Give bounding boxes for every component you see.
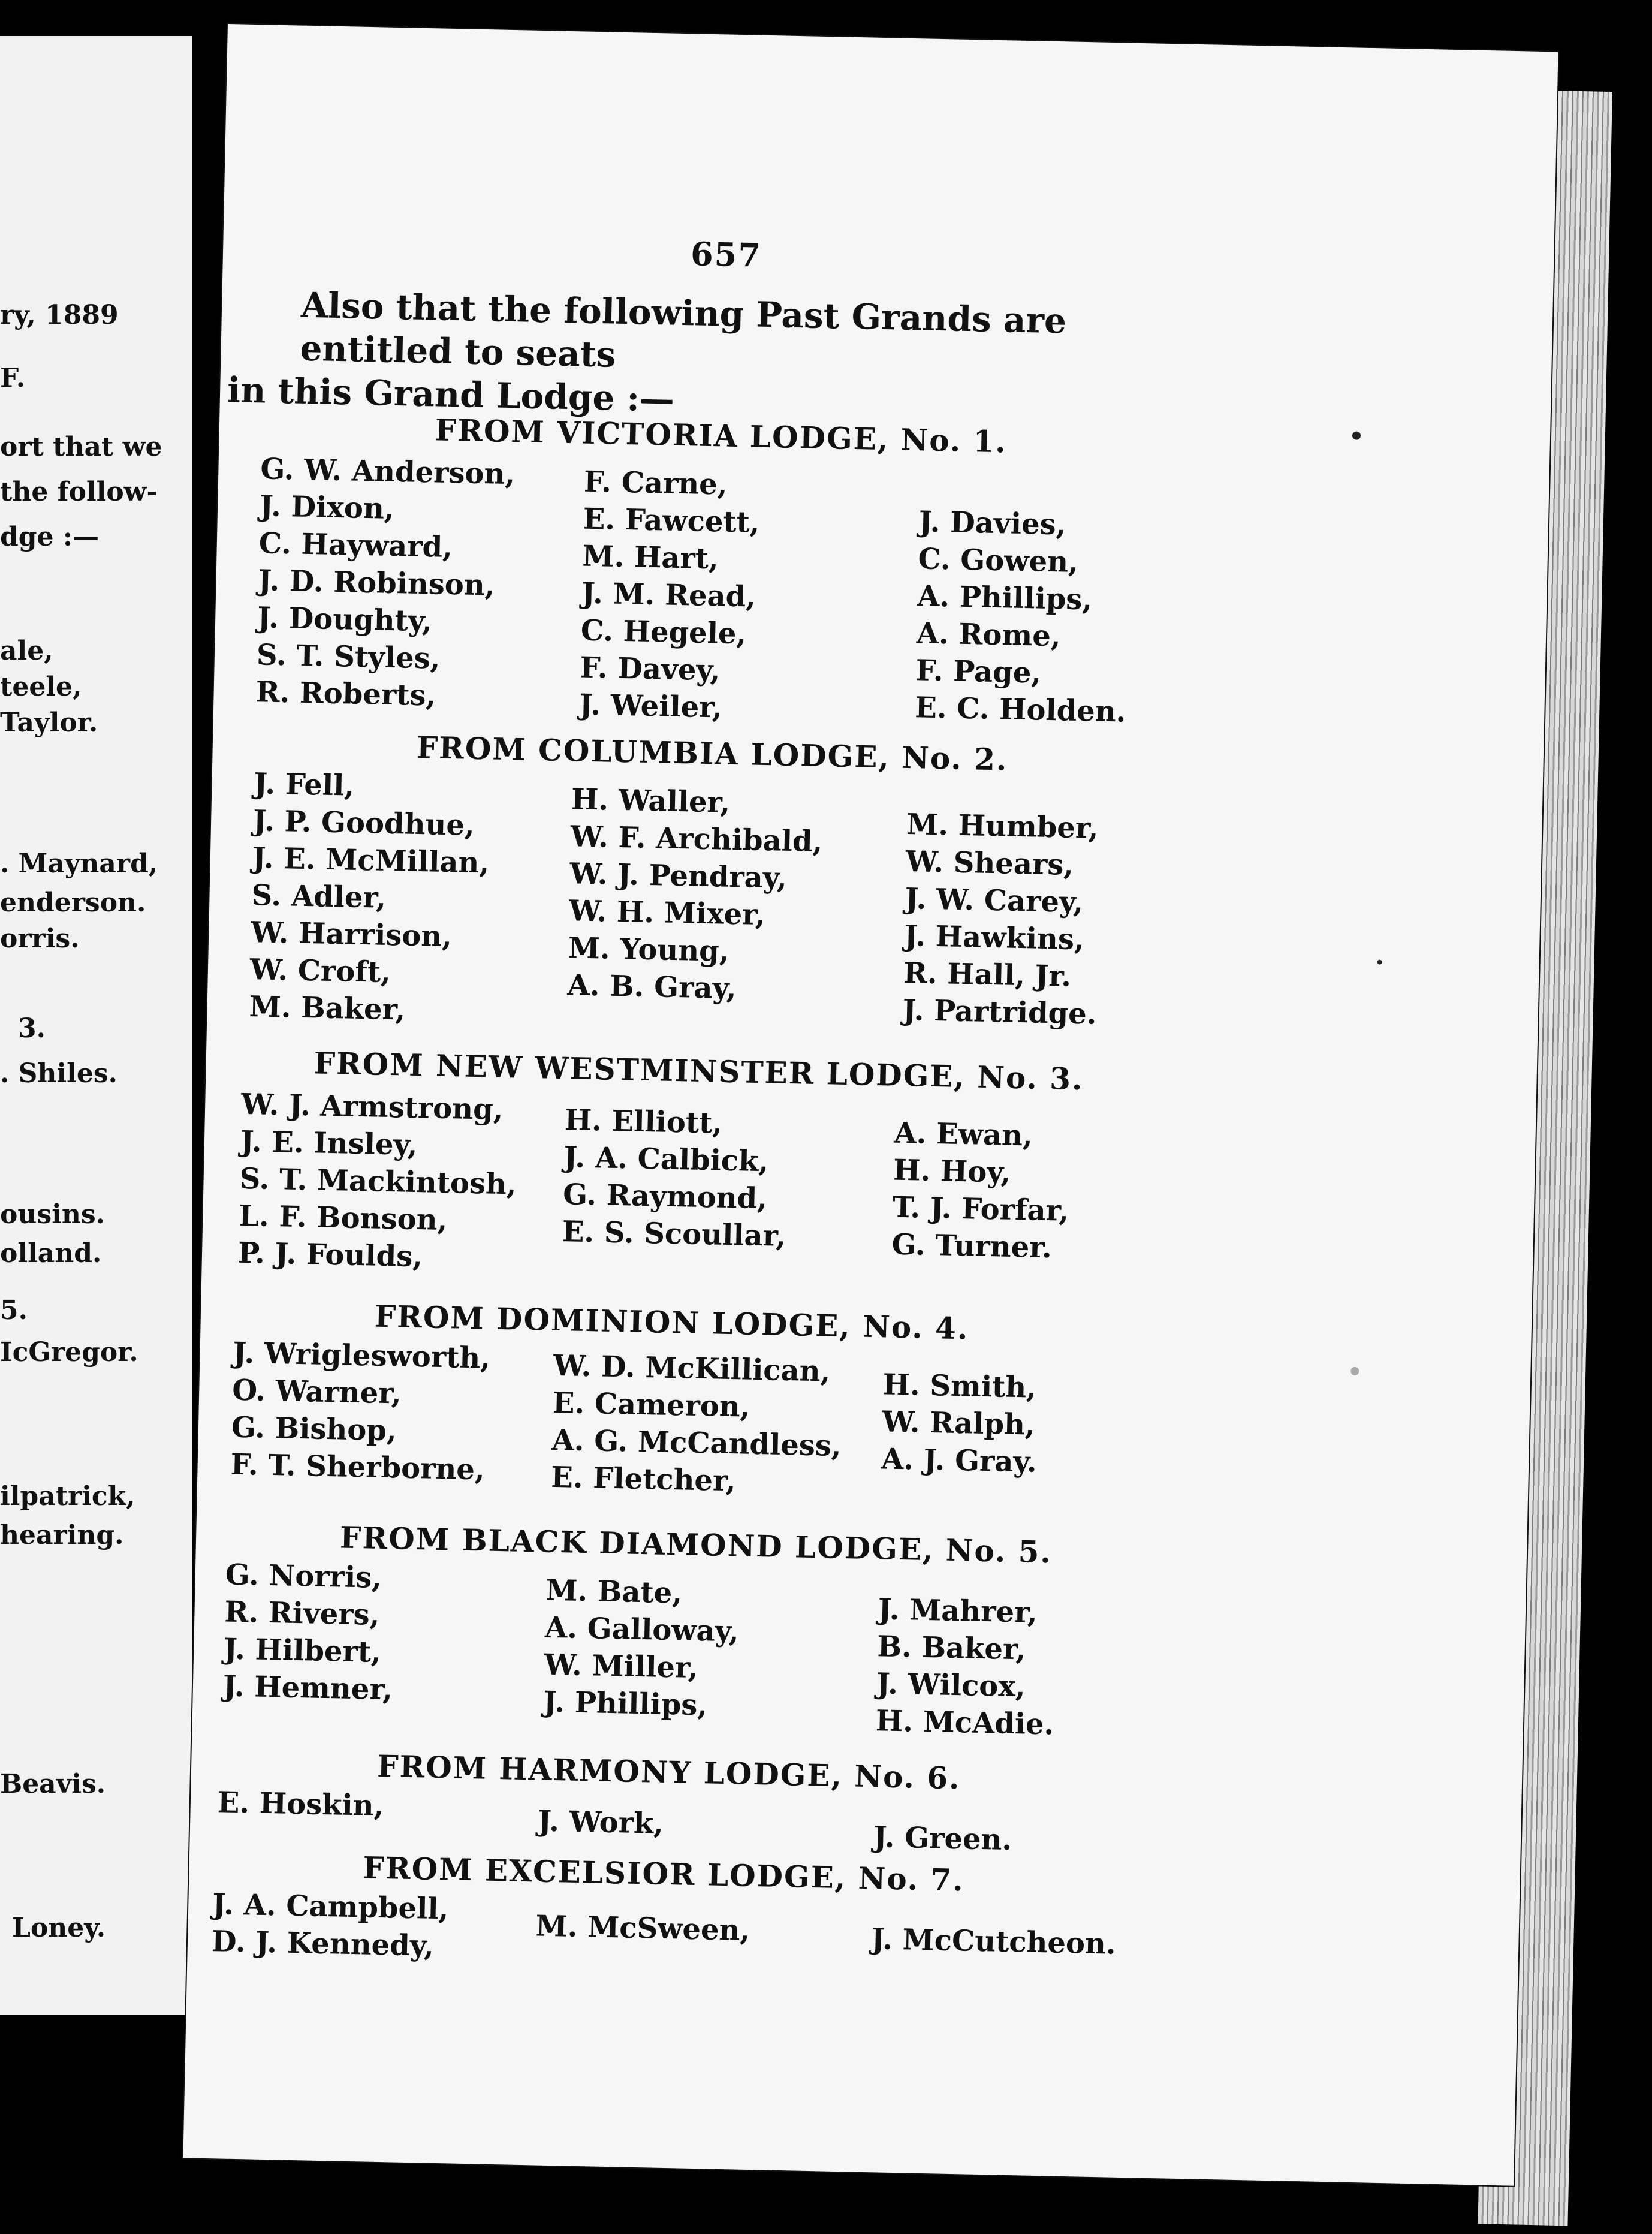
member-name: E. Hoskin,: [217, 1786, 384, 1823]
member-name: H. Elliott,: [564, 1103, 723, 1140]
member-name: E. Cameron,: [552, 1386, 751, 1424]
names-column: [255, 450, 516, 716]
member-name: H. McAdie.: [875, 1704, 1054, 1742]
lodge-heading: FROM VICTORIA LODGE, No. 1.: [435, 412, 1008, 460]
member-name: J. E. Insley,: [240, 1124, 418, 1163]
lodge-heading: FROM NEW WESTMINSTER LODGE, No. 3.: [313, 1045, 1084, 1097]
member-name: G. Turner.: [891, 1227, 1053, 1265]
member-name: G. Norris,: [225, 1558, 382, 1595]
member-name: J. Partridge.: [902, 993, 1097, 1031]
member-name: H. Waller,: [571, 782, 731, 820]
member-name: A. J. Gray.: [881, 1442, 1038, 1479]
names-column: [543, 1572, 740, 1725]
member-name: J. M. Read,: [581, 576, 756, 614]
member-name: S. Adler,: [251, 878, 387, 915]
member-name: W. H. Mixer,: [568, 894, 766, 932]
left-fragment: ousins.: [0, 1199, 105, 1230]
left-fragment: hearing.: [0, 1520, 124, 1550]
member-name: F. Davey,: [580, 651, 721, 688]
member-name: W. J. Armstrong,: [240, 1087, 504, 1127]
member-name: J. Wriglesworth,: [232, 1336, 491, 1375]
member-name: J. Green.: [873, 1820, 1012, 1857]
left-fragment: ort that we: [0, 432, 162, 462]
left-fragment: 3.: [18, 1013, 46, 1044]
names-column: [230, 1335, 491, 1489]
left-fragment: enderson.: [0, 887, 146, 918]
member-name: A. Galloway,: [544, 1610, 740, 1649]
member-name: M. Humber,: [906, 808, 1099, 845]
names-column: [881, 1366, 1038, 1480]
member-name: W. J. Pendray,: [569, 857, 788, 895]
intro-line: in this Grand Lodge :—: [227, 369, 675, 420]
member-name: S. T. Styles,: [256, 638, 441, 676]
names-column: [551, 1347, 843, 1502]
member-name: A. G. McCandless,: [551, 1423, 842, 1463]
left-fragment: Taylor.: [0, 707, 98, 738]
names-column: [562, 1101, 788, 1255]
names-column: [249, 765, 491, 1030]
lodge-section: [206, 1043, 1285, 1274]
member-name: H. Smith,: [882, 1368, 1037, 1405]
left-fragment: IcGregor.: [0, 1337, 138, 1368]
lodge-heading: FROM BLACK DIAMOND LODGE, No. 5.: [339, 1519, 1053, 1570]
left-fragment: the follow-: [0, 477, 158, 507]
left-fragment: 5.: [0, 1295, 28, 1326]
member-name: M. Hart,: [581, 539, 719, 576]
member-name: J. E. McMillan,: [252, 841, 490, 880]
left-fragment: olland.: [0, 1238, 102, 1269]
member-name: B. Baker,: [876, 1630, 1027, 1667]
intro-line: Also that the following Past Grands are entitled to seats: [299, 284, 1067, 375]
member-name: J. Mahrer,: [878, 1592, 1038, 1630]
intro-paragraph: [227, 282, 1188, 431]
left-fragment: . Maynard,: [0, 848, 158, 879]
member-name: A. Ewan,: [893, 1116, 1033, 1153]
member-name: W. Harrison,: [250, 916, 453, 954]
left-fragment: Loney.: [12, 1913, 106, 1943]
member-name: T. J. Forfar,: [892, 1190, 1069, 1228]
member-name: C. Hegele,: [580, 613, 747, 651]
member-name: L. F. Bonson,: [238, 1199, 448, 1238]
member-name: J. W. Carey,: [905, 881, 1084, 920]
member-name: G. W. Anderson,: [260, 452, 516, 492]
member-name: W. Croft,: [249, 953, 391, 990]
lodge-heading: FROM DOMINION LODGE, No. 4.: [374, 1298, 969, 1347]
left-fragment: ilpatrick,: [0, 1481, 135, 1512]
member-name: G. Bishop,: [231, 1410, 397, 1448]
left-fragment: teele,: [0, 672, 82, 702]
names-column: [237, 1086, 518, 1278]
member-name: P. J. Foulds,: [237, 1236, 423, 1274]
member-name: J. P. Goodhue,: [252, 804, 475, 842]
member-name: J. Wilcox,: [876, 1667, 1026, 1704]
member-name: J. Doughty,: [257, 601, 433, 639]
member-name: M. Baker,: [249, 990, 406, 1027]
member-name: M. Bate,: [545, 1573, 683, 1610]
left-fragment: . Shiles.: [0, 1058, 117, 1089]
names-column: [915, 503, 1131, 730]
member-name: R. Hall, Jr.: [903, 956, 1072, 993]
member-name: J. Dixon,: [259, 489, 395, 526]
page-number: 657: [690, 234, 762, 275]
previous-page-fragment: [0, 36, 195, 2015]
lodge-heading: FROM COLUMBIA LODGE, No. 2.: [416, 729, 1009, 778]
names-column: [217, 1784, 384, 1824]
names-column: [535, 1907, 750, 1949]
member-name: F. Carne,: [583, 465, 728, 502]
member-name: D. J. Kennedy,: [211, 1925, 435, 1963]
ink-speck: [1352, 431, 1361, 439]
member-name: A. Phillips,: [917, 579, 1093, 617]
member-name: S. T. Mackintosh,: [239, 1161, 517, 1202]
member-name: W. F. Archibald,: [570, 820, 823, 859]
member-name: W. Miller,: [544, 1648, 699, 1685]
lodge-section: [213, 725, 1292, 1031]
lodge-heading: FROM HARMONY LODGE, No. 6.: [376, 1748, 961, 1796]
member-name: H. Hoy,: [893, 1153, 1011, 1190]
member-name: O. Warner,: [231, 1373, 402, 1411]
left-fragment: Beavis.: [0, 1769, 106, 1799]
names-column: [567, 781, 824, 1009]
member-name: J. A. Campbell,: [212, 1887, 449, 1926]
member-name: J. Work,: [537, 1804, 664, 1841]
lodge-section: [197, 1516, 1276, 1742]
book-page: [183, 24, 1558, 2186]
names-column: [891, 1115, 1071, 1267]
names-column: [902, 806, 1101, 1033]
member-name: C. Hayward,: [258, 526, 453, 565]
lodge-section: [201, 1295, 1280, 1498]
member-name: M. Young,: [568, 931, 730, 968]
left-fragment: F.: [0, 363, 26, 393]
member-name: J. A. Calbick,: [563, 1140, 769, 1179]
member-name: F. T. Sherborne,: [230, 1447, 486, 1487]
names-column: [579, 463, 761, 727]
member-name: J. McCutcheon.: [870, 1922, 1117, 1961]
left-fragment: ale,: [0, 636, 53, 666]
member-name: C. Gowen,: [917, 542, 1079, 579]
member-name: E. S. Scoullar,: [562, 1215, 786, 1253]
member-name: R. Rivers,: [224, 1595, 380, 1632]
member-name: A. B. Gray,: [566, 968, 737, 1006]
member-name: E. Fletcher,: [550, 1460, 737, 1498]
ink-speck: [1350, 1367, 1359, 1375]
names-column: [538, 1802, 664, 1842]
member-name: E. C. Holden.: [914, 691, 1126, 729]
names-column: [873, 1818, 1012, 1859]
left-fragment: dge :—: [0, 522, 100, 552]
lodge-section: [192, 1744, 1271, 1857]
member-name: J. Weiler,: [578, 688, 723, 725]
member-name: J. Hemner,: [222, 1669, 393, 1707]
member-name: M. McSween,: [535, 1909, 750, 1947]
member-name: J. Hawkins,: [903, 919, 1085, 957]
names-column: [222, 1556, 395, 1708]
member-name: W. D. McKillican,: [553, 1348, 831, 1389]
member-name: W. Ralph,: [881, 1405, 1036, 1442]
member-name: F. Page,: [915, 654, 1042, 690]
left-fragment: ry, 1889: [0, 300, 119, 330]
ink-speck: [1377, 960, 1382, 965]
member-name: W. Shears,: [905, 844, 1074, 882]
left-fragment: orris.: [0, 923, 80, 954]
lodge-section: [189, 1846, 1268, 1963]
member-name: A. Rome,: [916, 616, 1062, 654]
member-name: J. Hilbert,: [223, 1632, 382, 1669]
member-name: J. D. Robinson,: [257, 564, 496, 603]
member-name: G. Raymond,: [562, 1178, 768, 1216]
names-column: [875, 1591, 1057, 1743]
member-name: J. Fell,: [253, 767, 355, 803]
member-name: R. Roberts,: [255, 675, 436, 713]
names-column: [871, 1920, 1117, 1963]
member-name: E. Fawcett,: [583, 502, 761, 540]
member-name: J. Phillips,: [542, 1685, 708, 1723]
lodge-heading: FROM EXCELSIOR LODGE, No. 7.: [363, 1850, 965, 1898]
names-column: [211, 1886, 449, 1965]
member-name: J. Davies,: [918, 505, 1066, 542]
